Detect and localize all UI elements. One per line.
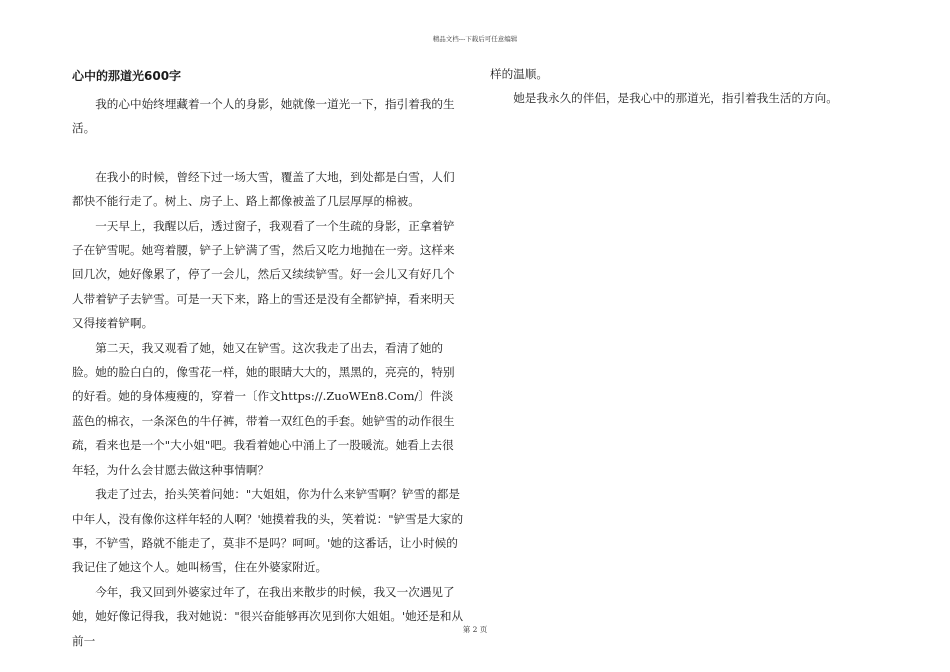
- right-column: [490, 68, 882, 111]
- left-column: [72, 68, 464, 653]
- paragraph-3: 一天早上，我醒以后，透过窗子，我观看了一个生疏的身影，正拿着铲子在铲雪呢。她弯着腰，铲子上铲满了雪，然后又吃力地抛在一旁。这样来回几次，她好像累了，停了一会儿，然后又续续铲雪。好一会儿又有好几个人带着铲子去铲雪。可是一天下来，路上的雪还是没有全都铲掉，看来明天又得接着铲啊。: [72, 218, 455, 331]
- paragraph-2: 在我小的时候，曾经下过一场大雪，覆盖了大地，到处都是白雪，人们都快不能行走了。树上、房子上、路上都像被盖了几层厚厚的棉被。: [72, 169, 455, 209]
- page-header: 精品文档---下载后可任意编辑: [432, 35, 518, 43]
- paragraph-6-continued: 样的温顺。: [490, 67, 548, 81]
- paragraph-7: 她是我永久的伴侣，是我心中的那道光，指引着我生活的方向。: [513, 91, 838, 106]
- page-number: 第 2 页: [462, 625, 488, 634]
- paragraph-6: 今年，我又回到外婆家过年了，在我出来散步的时候，我又一次遇见了她，她好像记得我，我对她说："很兴奋能够再次见到你大姐姐。'她还是和从前一: [72, 584, 464, 648]
- paragraph-5: 我走了过去，抬头笑着问她："大姐姐，你为什么来铲雪啊？铲雪的都是中年人，没有像你这样年轻的人啊？'她摸着我的头，笑着说："铲雪是大家的事，不铲雪，路就不能走了，莫非不是吗？呵呵。'她的这番话，让小时候的我记住了她这个人。她叫杨雪，住在外婆家附近。: [72, 487, 464, 575]
- paragraph-4: 第二天，我又观看了她，她又在铲雪。这次我走了出去，看清了她的脸。她的脸白白的，像雪花一样，她的眼睛大大的，黑黑的，亮亮的，特别的好看。她的身体瘦瘦的，穿着一〔作文https://.ZuoWEn8.Com/〕件淡蓝色的棉衣，一条深色的牛仔裤，带着一双红色的手套。她铲雪的动作很生疏，看来也是一个"大小姐"吧。我看着她心中涌上了一股暖流。她看上去很年轻，为什么会甘愿去做这种事情啊？: [72, 340, 455, 477]
- paragraph-gap: [72, 141, 464, 165]
- article-title: 心中的那道光600字: [72, 69, 182, 83]
- paragraph-1: 我的心中始终埋藏着一个人的身影，她就像一道光一下，指引着我的生活。: [72, 97, 455, 136]
